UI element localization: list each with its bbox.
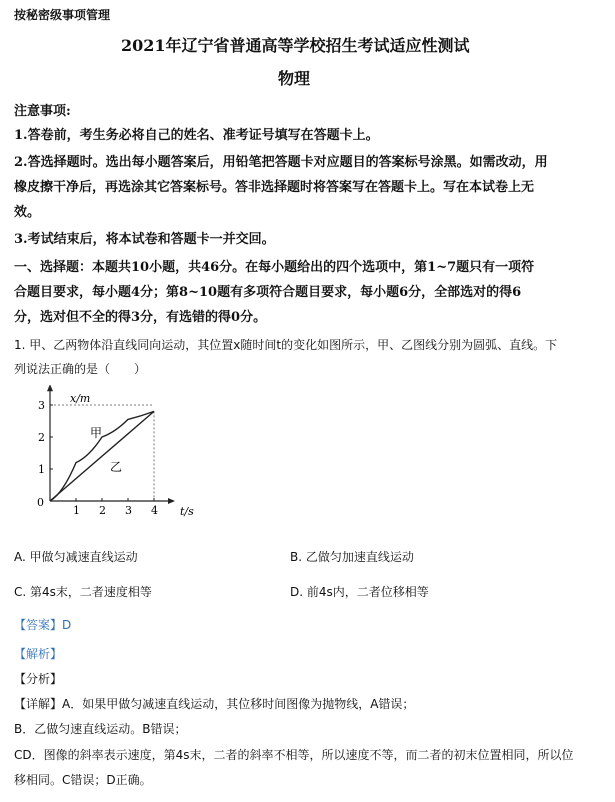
question-stem: 列说法正确的是（ ） (14, 362, 147, 376)
origin-label: 0 (37, 496, 44, 509)
x-axis-label: t/s (180, 505, 194, 518)
section-instructions: 分，选对但不全的得3分，有选错的得0分。 (14, 310, 267, 325)
x-tick-label: 1 (73, 504, 80, 517)
option-d: D. 前4s内，二者位移相等 (290, 585, 429, 599)
position-time-graph (12, 385, 212, 525)
x-tick-label: 2 (99, 504, 106, 517)
notice-heading: 注意事项: (14, 104, 71, 119)
y-tick-label: 3 (38, 399, 45, 412)
notice-line: 效。 (14, 205, 41, 220)
option-c: C. 第4s末，二者速度相等 (14, 585, 152, 599)
notice-line: 1.答卷前，考生务必将自己的姓名、准考证号填写在答题卡上。 (14, 128, 379, 143)
explanation-line: B．乙做匀速直线运动。B错误； (14, 722, 187, 736)
explanation-line: 【详解】A．如果甲做匀减速直线运动，其位移时间图像为抛物线，A错误； (14, 697, 415, 711)
section-instructions: 一、选择题：本题共10小题，共46分。在每小题给出的四个选项中，第1~7题只有一项符 (14, 260, 535, 275)
question-stem: 1. 甲、乙两物体沿直线同向运动，其位置x随时间t的变化如图所示，甲、乙图线分别为圆弧、直线。下 (14, 338, 558, 352)
option-a: A. 甲做匀减速直线运动 (14, 550, 138, 564)
classification-label: 按秘密级事项管理 (14, 8, 111, 22)
notice-line: 橡皮擦干净后，再选涂其它答案标号。答非选择题时将答案写在答题卡上。写在本试卷上无 (14, 180, 535, 195)
explanation-line: CD．图像的斜率表示速度，第4s末，二者的斜率不相等，所以速度不等，而二者的初末位置相同，所以位 (14, 748, 574, 762)
series-yi-line (50, 411, 154, 501)
notice-line: 2.答选择题时。选出每小题答案后，用铅笔把答题卡对应题目的答案标号涂黑。如需改动，用 (14, 155, 548, 170)
analysis-label: 【解析】 (14, 647, 63, 661)
x-axis-arrow (168, 498, 175, 504)
section-instructions: 合题目要求，每小题4分；第8~10题有多项符合题目要求，每小题6分，全部选对的得6 (14, 285, 522, 300)
graph-gridlines (50, 405, 154, 501)
y-tick-label: 1 (38, 463, 45, 476)
line-yi-label: 乙 (110, 460, 123, 474)
exam-title: 2021年辽宁省普通高等学校招生考试适应性测试 (121, 36, 470, 55)
y-tick-label: 2 (38, 431, 45, 444)
answer-label: 【答案】D (14, 618, 72, 632)
notice-line: 3.考试结束后，将本试卷和答题卡一并交回。 (14, 232, 275, 247)
graph-marks (50, 411, 154, 501)
x-tick-label: 4 (151, 504, 158, 517)
option-b: B. 乙做匀加速直线运动 (290, 550, 414, 564)
y-axis-label: x/m (70, 392, 91, 405)
subject-title: 物理 (278, 69, 311, 88)
fenxi-label: 【分析】 (14, 672, 63, 686)
explanation-line: 移相同。C错误；D正确。 (14, 773, 152, 787)
x-tick-label: 3 (125, 504, 132, 517)
y-axis-arrow (47, 385, 53, 391)
curve-jia-label: 甲 (90, 426, 103, 440)
